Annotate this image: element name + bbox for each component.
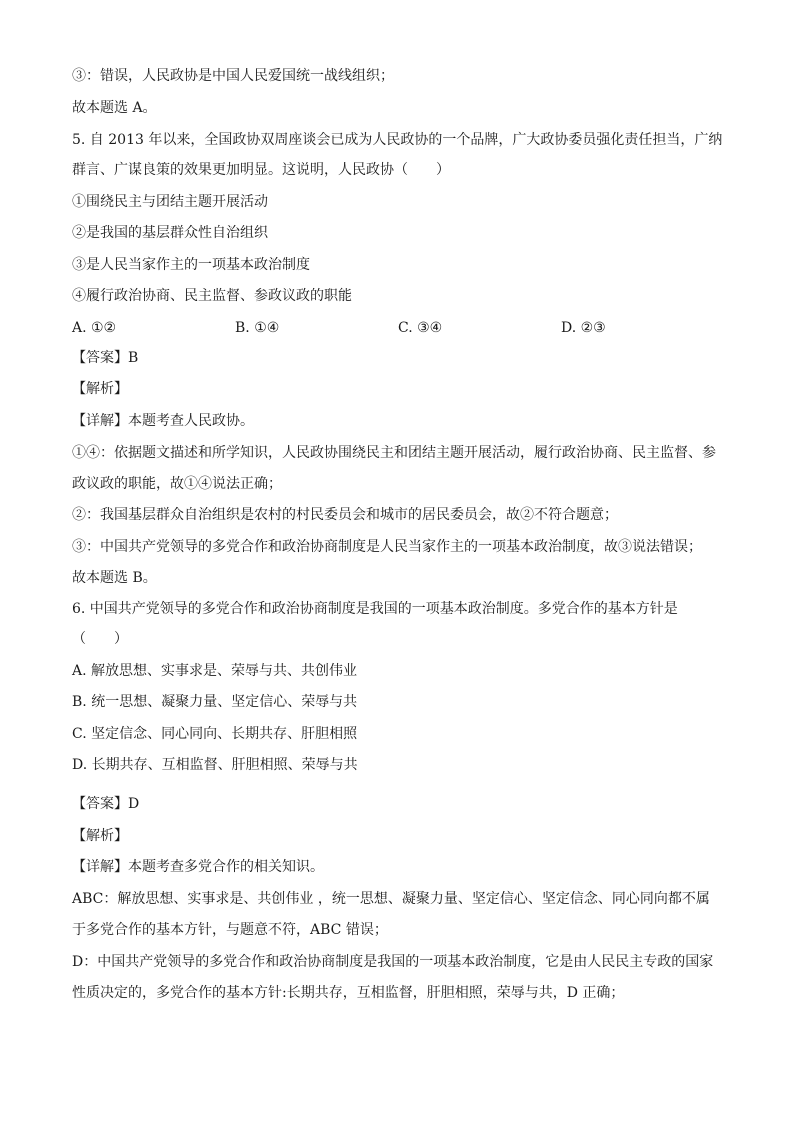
explanation-text: 政议政的职能，故①④说法正确； <box>72 476 282 492</box>
question-6-stem: 6. 中国共产党领导的多党合作和政治协商制度是我国的一项基本政治制度。多党合作的基本方针是 <box>72 601 678 617</box>
option-a: A. 解放思想、实事求是、荣辱与共、共创伟业 <box>72 663 358 679</box>
option-a: A. ①② <box>72 320 117 336</box>
question-5-stem: 5. 自 2013 年以来，全国政协双周座谈会已成为人民政协的一个品牌，广大政协委员强化责任担当，广纳 <box>72 132 723 148</box>
explanation-text: ②：我国基层群众自治组织是农村的村民委员会和城市的居民委员会，故②不符合题意； <box>72 507 618 523</box>
question-5-stem: 群言、广谋良策的效果更加明显。这说明，人民政协（ ） <box>72 162 450 178</box>
answer-label: 【答案】B <box>72 350 139 366</box>
text-line: ③：错误，人民政协是中国人民爱国统一战线组织； <box>72 68 394 84</box>
explanation-label: 【详解】本题考查多党合作的相关知识。 <box>72 859 324 875</box>
question-6-stem: （ ） <box>72 631 128 647</box>
statement: ③是人民当家作主的一项基本政治制度 <box>72 257 310 273</box>
statement: ①围绕民主与团结主题开展活动 <box>72 194 268 210</box>
explanation-text: ③：中国共产党领导的多党合作和政治协商制度是人民当家作主的一项基本政治制度，故③说法错误； <box>72 539 702 555</box>
explanation-text: ABC：解放思想、实事求是、共创伟业 ，统一思想、凝聚力量、坚定信心、坚定信念、同心同向都不属 <box>72 891 710 907</box>
analysis-label: 【解析】 <box>72 828 128 844</box>
analysis-label: 【解析】 <box>72 381 128 397</box>
question-5-options <box>72 318 724 338</box>
explanation-text: ①④：依据题文描述和所学知识，人民政协围绕民主和团结主题开展活动，履行政治协商、民主监督、参 <box>72 445 716 461</box>
statement: ②是我国的基层群众性自治组织 <box>72 225 268 241</box>
option-b: B. 统一思想、凝聚力量、坚定信心、荣辱与共 <box>72 694 358 710</box>
answer-label: 【答案】D <box>72 796 140 812</box>
statement: ④履行政治协商、民主监督、参政议政的职能 <box>72 288 352 304</box>
text-line: 故本题选 A。 <box>72 100 157 116</box>
explanation-text: D：中国共产党领导的多党合作和政治协商制度是我国的一项基本政治制度，它是由人民民主专政的国家 <box>72 954 714 970</box>
explanation-label: 【详解】本题考查人民政协。 <box>72 413 254 429</box>
explanation-text: 性质决定的，多党合作的基本方针:长期共存，互相监督，肝胆相照，荣辱与共，D 正确； <box>72 985 625 1001</box>
option-b: B. ①④ <box>235 320 280 336</box>
option-d: D. 长期共存、互相监督、肝胆相照、荣辱与共 <box>72 757 358 773</box>
option-c: C. 坚定信念、同心同向、长期共存、肝胆相照 <box>72 726 358 742</box>
text-line: 故本题选 B。 <box>72 570 157 586</box>
option-c: C. ③④ <box>398 320 443 336</box>
option-d: D. ②③ <box>561 320 606 336</box>
explanation-text: 于多党合作的基本方针，与题意不符，ABC 错误； <box>72 922 388 938</box>
